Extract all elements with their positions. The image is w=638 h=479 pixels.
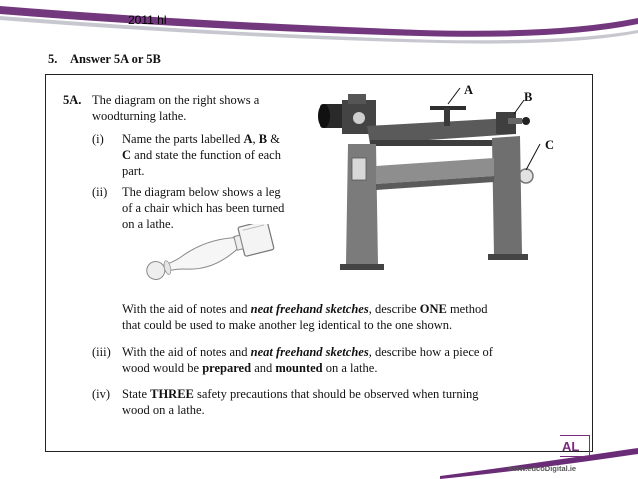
- item-iv-line-2: wood on a lathe.: [122, 403, 205, 417]
- item-iv-line-1: State THREE safety precautions that should be observed when turning: [122, 387, 479, 401]
- item-iii-number: (iii): [92, 345, 111, 359]
- intro-line-2: woodturning lathe.: [92, 109, 187, 123]
- item-iv-number: (iv): [92, 387, 111, 401]
- item-ii-line-3: on a lathe.: [122, 217, 174, 231]
- header-swoosh: [0, 0, 638, 60]
- item-ii-line-1: The diagram below shows a leg: [122, 185, 281, 199]
- method-line-2: that could be used to make another leg identical to the one shown.: [122, 318, 453, 332]
- item-iii-line-1: With the aid of notes and neat freehand sketches, describe how a piece of: [122, 345, 493, 359]
- intro-line-1: The diagram on the right shows a: [92, 93, 260, 107]
- question-number: 5.: [48, 52, 58, 66]
- part-label: 5A.: [63, 93, 82, 107]
- item-i-line-2: C and state the function of each: [122, 148, 281, 162]
- lathe-diagram: [312, 78, 564, 278]
- lathe-label-a: A: [464, 83, 474, 97]
- slide-title: 2011 hl: [128, 13, 167, 27]
- item-ii-number: (ii): [92, 185, 108, 199]
- label-a-ref: A: [243, 132, 253, 146]
- item-iii-line-2: wood would be prepared and mounted on a lathe.: [122, 361, 378, 375]
- item-i-line-3: part.: [122, 164, 145, 178]
- publisher-url[interactable]: www.edcoDigital.ie: [508, 464, 577, 473]
- lathe-label-c: C: [545, 138, 555, 152]
- item-i-number: (i): [92, 132, 104, 146]
- item-i-line-1: Name the parts labelled A, B &: [122, 132, 280, 146]
- label-c-ref: C: [122, 148, 132, 162]
- label-b-ref: B: [258, 132, 268, 146]
- publisher-logo: AL: [560, 435, 590, 457]
- item-ii-line-2: of a chair which has been turned: [122, 201, 285, 215]
- method-line-1: With the aid of notes and neat freehand sketches, describe ONE method: [122, 302, 488, 316]
- question-instruction: Answer 5A or 5B: [70, 52, 161, 66]
- chair-leg-diagram: [140, 224, 288, 288]
- footer-swoosh: [440, 440, 638, 479]
- question-heading: [48, 52, 161, 67]
- lathe-label-b: B: [524, 90, 533, 104]
